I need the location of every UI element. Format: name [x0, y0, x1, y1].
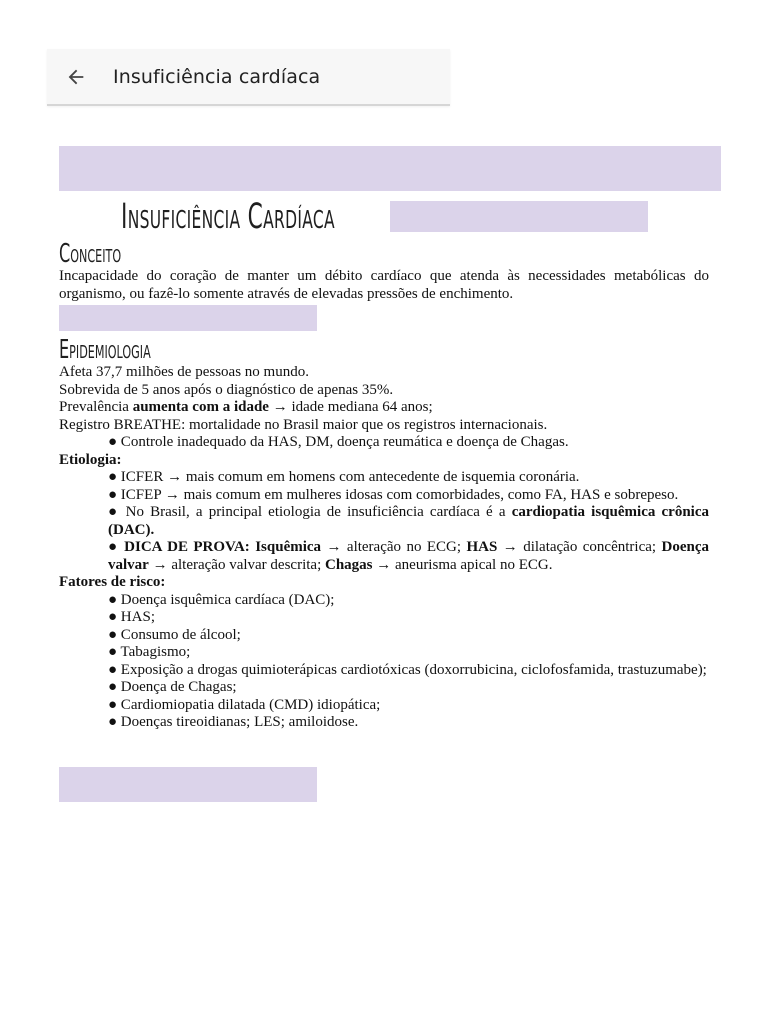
- epidemiology-heading: Epidemiologia: [59, 335, 151, 365]
- etiology-item-brasil: [59, 504, 709, 539]
- prevalence-line: [59, 399, 709, 417]
- highlight-block-title: [390, 201, 648, 232]
- highlight-block-bottom: [59, 767, 317, 802]
- dica-part-1: ● DICA DE PROVA: Isquêmica: [108, 539, 322, 555]
- dica-part-3: HAS: [466, 539, 498, 555]
- epidemiology-line: Afeta 37,7 milhões de pessoas no mundo.: [59, 364, 309, 380]
- epidemiology-section: [59, 364, 709, 732]
- breathe-line: Registro BREATHE: mortalidade no Brasil maior que os registros internacionais.: [59, 416, 548, 433]
- dica-part-5: Doença valvar: [108, 539, 709, 573]
- dica-part-4: → dilatação concêntrica;: [497, 539, 662, 555]
- epidemiology-line: Sobrevida de 5 anos após o diagnóstico de apenas 35%.: [59, 381, 394, 398]
- risk-factor-item: ● Cardiomiopatia dilatada (CMD) idiopática;: [108, 696, 381, 713]
- highlight-block-concept: [59, 305, 317, 331]
- risk-factor-item: ● HAS;: [108, 609, 155, 625]
- prevalence-bold: aumenta com a idade: [132, 399, 269, 415]
- risk-factor-item: ● Consumo de álcool;: [108, 626, 241, 643]
- risk-factor-item: ● Tabagismo;: [108, 644, 191, 660]
- dica-part-6: → alteração valvar descrita;: [148, 556, 325, 573]
- risk-factor-item: ● Doenças tireoidianas; LES; amiloidose.: [108, 714, 359, 730]
- dica-part-2: → alteração no ECG;: [321, 539, 467, 555]
- brasil-pre: ● No Brasil, a principal etiologia de insuficiência cardíaca é a: [108, 504, 512, 520]
- highlight-block-top: [59, 146, 721, 191]
- app-bar-title: Insuficiência cardíaca: [113, 65, 321, 88]
- prevalence-post: → idade mediana 64 anos;: [268, 399, 433, 415]
- etiology-item-icfer: ● ICFER → mais comum em homens com antecedente de isquemia coronária.: [108, 469, 580, 485]
- app-bar: [47, 49, 450, 106]
- etiology-item-icfep: ● ICFEP → mais comum em mulheres idosas com comorbidades, como FA, HAS e sobrepeso.: [108, 486, 679, 503]
- back-button[interactable]: [47, 49, 105, 104]
- risk-factor-item: ● Doença de Chagas;: [108, 679, 237, 695]
- risk-factors-label: Fatores de risco:: [59, 574, 166, 590]
- etiology-label: Etiologia:: [59, 451, 122, 468]
- dica-part-7: Chagas: [324, 556, 373, 573]
- risk-factor-item: ● Exposição a drogas quimioterápicas cardiotóxicas (doxorrubicina, ciclofosfamida, trastuzumabe);: [108, 661, 707, 678]
- prevalence-pre: Prevalência: [59, 399, 133, 415]
- document-title: Insuficiência Cardíaca: [121, 197, 335, 237]
- risk-factor-item: ● Doença isquêmica cardíaca (DAC);: [108, 591, 335, 608]
- etiology-item-dica: [59, 539, 709, 574]
- arrow-left-icon: [65, 66, 87, 88]
- breathe-bullet: ● Controle inadequado da HAS, DM, doença reumática e doença de Chagas.: [108, 434, 569, 450]
- concept-heading: Conceito: [59, 239, 122, 269]
- dica-part-8: → aneurisma apical no ECG.: [372, 556, 553, 573]
- brasil-bold: cardiopatia isquêmica crônica (DAC).: [108, 504, 709, 538]
- concept-text: Incapacidade do coração de manter um débito cardíaco que atenda às necessidades metabólicas do organismo, ou fazê-lo somente através de elevadas pressões de enchimento.: [59, 268, 709, 302]
